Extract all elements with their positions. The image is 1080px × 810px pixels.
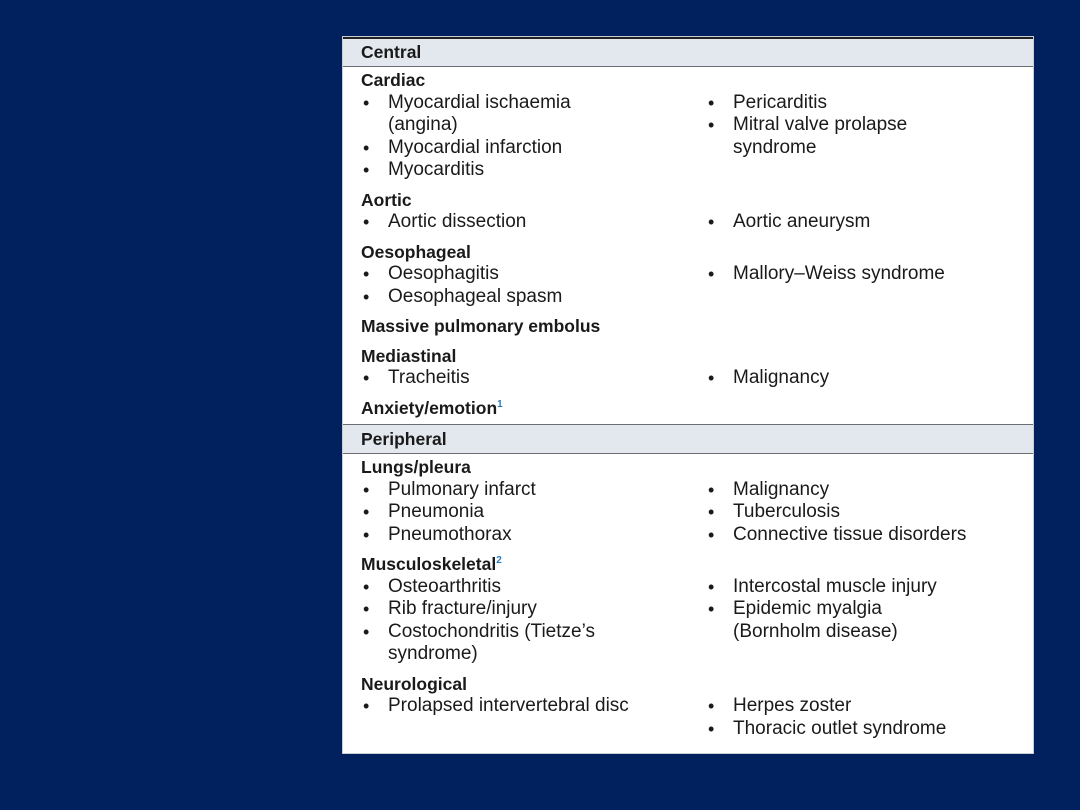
list-item: • Myocarditis	[361, 159, 706, 182]
list-item: • Pneumothorax	[361, 524, 706, 547]
anxiety-label: Anxiety/emotion	[361, 397, 498, 418]
neurological-right-list	[706, 695, 1023, 740]
list-item: • Thoracic outlet syndrome	[706, 718, 1023, 741]
musculoskeletal-right-list	[706, 576, 1023, 666]
group-lungs-pleura	[343, 456, 1033, 546]
list-item: • Myocardial ischaemia (angina)	[361, 92, 618, 137]
oesophageal-left-list	[361, 263, 706, 308]
group-anxiety	[343, 397, 1033, 420]
mediastinal-left-list	[361, 367, 706, 390]
list-item: • Osteoarthritis	[361, 576, 706, 599]
list-item: • Pneumonia	[361, 501, 706, 524]
aortic-right-list	[706, 211, 1023, 234]
list-item: • Malignancy	[706, 367, 1023, 390]
musculoskeletal-label: Musculoskeletal	[361, 554, 497, 574]
list-item: • Mitral valve prolapse syndrome	[706, 114, 943, 159]
group-title-cardiac: Cardiac	[361, 70, 426, 90]
list-item: • Epidemic myalgia (Bornholm disease)	[706, 598, 933, 643]
lungs-left-list	[361, 479, 706, 547]
group-title-oesophageal: Oesophageal	[361, 241, 471, 262]
group-title-aortic: Aortic	[361, 189, 412, 210]
group-aortic	[343, 189, 1033, 234]
list-item: • Pericarditis	[706, 92, 1023, 115]
group-musculoskeletal	[343, 553, 1033, 666]
group-massive-pulmonary-embolus	[343, 315, 1033, 338]
chest-pain-causes-table	[342, 36, 1034, 754]
cardiac-left-list	[361, 92, 706, 182]
list-item: • Costochondritis (Tietze’s syndrome)	[361, 621, 643, 666]
group-cardiac	[343, 69, 1033, 182]
list-item: • Rib fracture/injury	[361, 598, 706, 621]
footnote-marker: 2	[496, 555, 502, 567]
list-item: • Malignancy	[706, 479, 1023, 502]
mediastinal-right-list	[706, 367, 1023, 390]
list-item: • Prolapsed intervertebral disc	[361, 695, 643, 718]
list-item: • Intercostal muscle injury	[706, 576, 1023, 599]
group-title-lungs-pleura: Lungs/pleura	[361, 457, 471, 477]
section-header-peripheral: Peripheral	[343, 424, 1033, 454]
list-item: • Myocardial infarction	[361, 137, 706, 160]
list-item: • Tuberculosis	[706, 501, 1023, 524]
group-title-musculoskeletal	[361, 553, 1023, 576]
list-item: • Tracheitis	[361, 367, 706, 390]
group-neurological	[343, 673, 1033, 741]
list-item: • Herpes zoster	[706, 695, 1023, 718]
group-mediastinal	[343, 345, 1033, 390]
aortic-left-list	[361, 211, 706, 234]
list-item: • Aortic aneurysm	[706, 211, 1023, 234]
musculoskeletal-left-list	[361, 576, 706, 666]
list-item: • Oesophagitis	[361, 263, 706, 286]
list-item: • Connective tissue disorders	[706, 524, 1023, 547]
list-item: • Aortic dissection	[361, 211, 706, 234]
oesophageal-right-list	[706, 263, 1023, 308]
list-item: • Oesophageal spasm	[361, 286, 706, 309]
group-title-neurological: Neurological	[361, 673, 467, 694]
neurological-left-list	[361, 695, 706, 740]
list-item: • Mallory–Weiss syndrome	[706, 263, 1023, 286]
list-item: • Pulmonary infarct	[361, 479, 706, 502]
group-title-anxiety	[361, 397, 1023, 420]
cardiac-right-list	[706, 92, 1023, 182]
section-header-central: Central	[343, 37, 1033, 67]
group-oesophageal	[343, 241, 1033, 309]
lungs-right-list	[706, 479, 1023, 547]
footnote-marker: 1	[497, 398, 503, 410]
group-title-massive-pulmonary-embolus: Massive pulmonary embolus	[361, 316, 601, 336]
group-title-mediastinal: Mediastinal	[361, 345, 457, 366]
